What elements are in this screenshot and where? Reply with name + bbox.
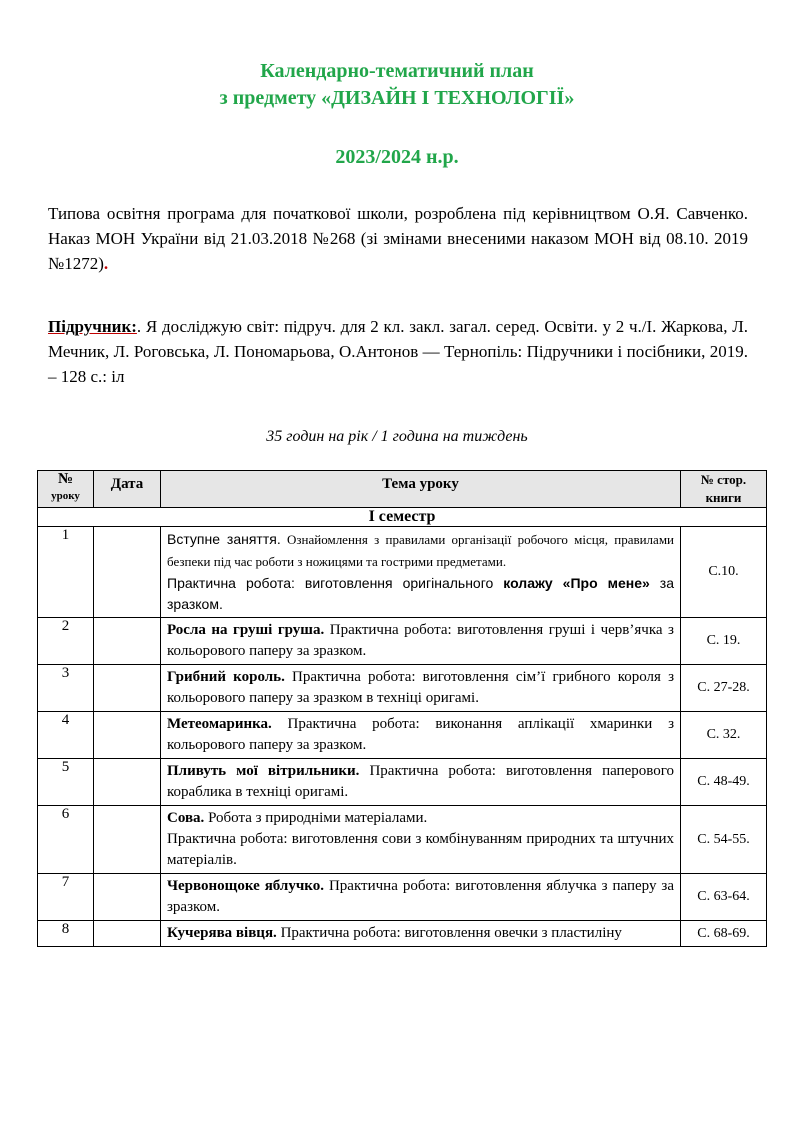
practical-text: Практична робота: виготовлення оригінального bbox=[167, 575, 504, 591]
semester-row bbox=[38, 508, 767, 527]
row-date bbox=[94, 759, 161, 806]
row-page: С.10. bbox=[681, 527, 767, 618]
header-number-label: уроку bbox=[51, 490, 80, 502]
header-date: Дата bbox=[94, 471, 161, 508]
row-topic bbox=[161, 921, 681, 947]
topic-bold: Росла на груші груша. bbox=[167, 622, 325, 638]
row-page: С. 63-64. bbox=[681, 874, 767, 921]
topic-bold: Червонощоке яблучко. bbox=[167, 878, 325, 894]
practical-bold: колажу «Про мене» bbox=[503, 575, 650, 591]
header-number-sign: № bbox=[57, 471, 74, 487]
row-topic bbox=[161, 527, 681, 618]
header-topic: Тема уроку bbox=[161, 471, 681, 508]
topic-rest: Практична робота: виготовлення паперового кораблика в техніці оригамі. bbox=[167, 763, 674, 800]
header-number bbox=[38, 471, 94, 508]
table-row bbox=[38, 712, 767, 759]
topic-rest: Практична робота: виготовлення яблучка з паперу за зразком. bbox=[167, 878, 674, 915]
header-page bbox=[681, 471, 767, 508]
row-date bbox=[94, 806, 161, 874]
row-number: 4 bbox=[38, 712, 94, 759]
row-number: 1 bbox=[38, 527, 94, 618]
textbook-text: . Я досліджую світ: підруч. для 2 кл. закл. загал. серед. Освіти. у 2 ч./І. Жаркова, Л. Мечник, Л. Роговська, Л. Пономарьова, О.Антонов — Тернопіль: Підручники і посібники, 2019. – 128 с.: іл bbox=[48, 317, 748, 386]
table-row bbox=[38, 806, 767, 874]
row-date bbox=[94, 665, 161, 712]
semester-label: I семестр bbox=[38, 508, 767, 527]
row-number: 3 bbox=[38, 665, 94, 712]
header-page-bottom: книги bbox=[705, 490, 742, 505]
topic-rest: Практична робота: виготовлення сім’ї грибного короля з кольорового паперу за зразком в техніці оригамі. bbox=[167, 669, 674, 706]
table-row bbox=[38, 527, 767, 618]
row-date bbox=[94, 874, 161, 921]
practical-end: за зразком. bbox=[167, 575, 674, 612]
topic-rest: Практична робота: виконання аплікації хмаринки з кольорового паперу за зразком. bbox=[167, 716, 674, 753]
row-page: С. 54-55. bbox=[681, 806, 767, 874]
topic-bold: Метеомаринка. bbox=[167, 716, 272, 732]
topic-rest: Робота з природніми матеріалами. bbox=[204, 810, 428, 826]
row-page: С. 68-69. bbox=[681, 921, 767, 947]
row-number: 6 bbox=[38, 806, 94, 874]
program-end: . bbox=[103, 254, 109, 273]
table-row bbox=[38, 665, 767, 712]
header-page-top: № стор. bbox=[700, 472, 747, 487]
row-date bbox=[94, 921, 161, 947]
topic-lead: Вступне заняття. bbox=[167, 531, 281, 547]
table-row bbox=[38, 759, 767, 806]
row-date bbox=[94, 618, 161, 665]
table-row bbox=[38, 618, 767, 665]
plan-title: Календарно-тематичний план bbox=[260, 60, 534, 82]
topic-bold: Сова. bbox=[167, 810, 205, 826]
table-row bbox=[38, 874, 767, 921]
row-number: 5 bbox=[38, 759, 94, 806]
row-page: С. 32. bbox=[681, 712, 767, 759]
table-row bbox=[38, 921, 767, 947]
row-page: С. 48-49. bbox=[681, 759, 767, 806]
topic-bold: Кучерява вівця. bbox=[167, 925, 277, 941]
row-number: 7 bbox=[38, 874, 94, 921]
topic-practical bbox=[167, 573, 674, 615]
topic-bold: Грибний король. bbox=[167, 669, 285, 685]
program-paragraph bbox=[48, 201, 748, 276]
row-page: С. 27-28. bbox=[681, 665, 767, 712]
topic-rest: Практична робота: виготовлення овечки з пластиліну bbox=[276, 925, 622, 941]
row-topic bbox=[161, 665, 681, 712]
row-topic bbox=[161, 806, 681, 874]
lesson-plan-table bbox=[37, 470, 767, 947]
subject-title: з предмету «ДИЗАЙН І ТЕХНОЛОГІЇ» bbox=[219, 87, 575, 109]
row-topic bbox=[161, 712, 681, 759]
hours-subtitle: 35 годин на рік / 1 година на тиждень bbox=[266, 428, 528, 445]
row-number: 8 bbox=[38, 921, 94, 947]
row-number: 2 bbox=[38, 618, 94, 665]
topic-extra: Практична робота: виготовлення сови з комбінуванням природних та штучних матеріалів. bbox=[167, 831, 674, 868]
topic-rest: Практична робота: виготовлення груші і черв’ячка з кольорового паперу за зразком. bbox=[167, 622, 674, 659]
table-header-row bbox=[38, 471, 767, 508]
row-date bbox=[94, 527, 161, 618]
school-year: 2023/2024 н.р. bbox=[335, 146, 459, 168]
row-page: С. 19. bbox=[681, 618, 767, 665]
textbook-paragraph bbox=[48, 314, 748, 389]
row-topic bbox=[161, 874, 681, 921]
topic-bold: Пливуть мої вітрильники. bbox=[167, 763, 360, 779]
program-text: Типова освітня програма для початкової школи, розроблена під керівництвом О.Я. Савченко. Наказ МОН України від 21.03.2018 №268 (зі змінами внесеними наказом МОН від 08.10. 2019 №1272) bbox=[48, 204, 748, 273]
row-topic bbox=[161, 618, 681, 665]
topic-details: Ознайомлення з правилами організації робочого місця, правилами безпеки під час роботи з ножицями та гострими предметами. bbox=[167, 532, 674, 569]
row-date bbox=[94, 712, 161, 759]
row-topic bbox=[161, 759, 681, 806]
textbook-label: Підручник: bbox=[48, 317, 137, 336]
